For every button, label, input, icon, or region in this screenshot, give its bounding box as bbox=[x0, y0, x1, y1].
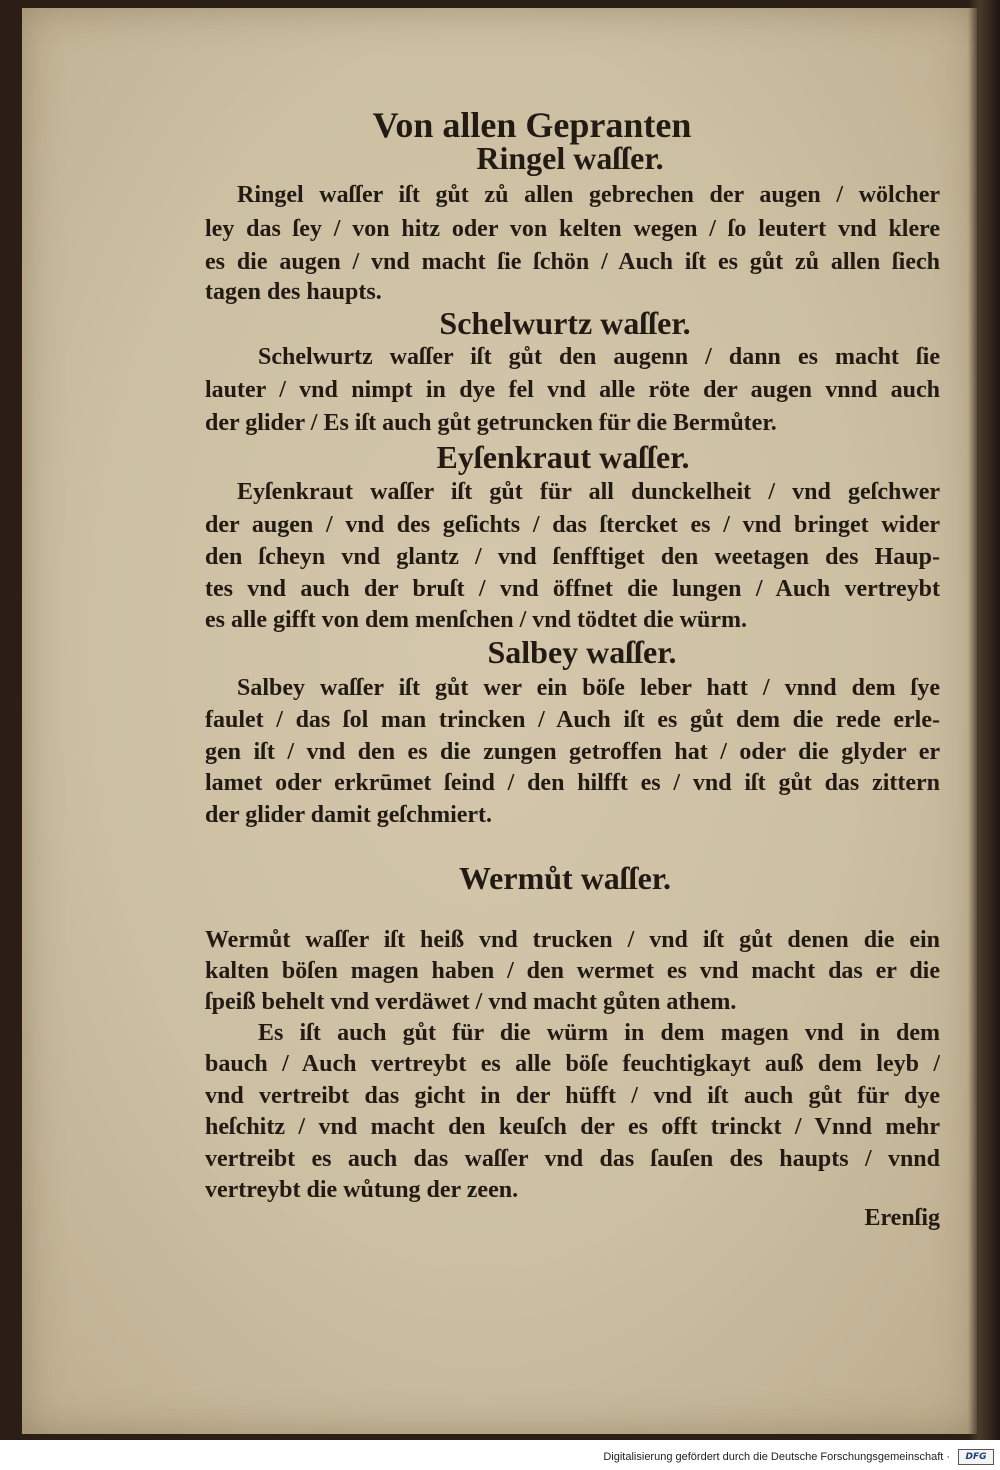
text-line: lauter / vnd nimpt in dye fel vnd alle röte der augen vnnd auch bbox=[205, 377, 940, 403]
section-heading-ringel: Ringel waſſer. bbox=[476, 140, 664, 176]
text-line: vertreibt es auch das waſſer vnd das ſauſen des haupts / vnnd bbox=[205, 1146, 940, 1172]
footer-credit bbox=[603, 1450, 950, 1464]
text-line: lamet oder erkrūmet ſeind / den hilfft es / vnd iſt gůt das zittern bbox=[205, 770, 940, 796]
catchword: Erenſig bbox=[864, 1205, 940, 1231]
text-line: Wermůt waſſer iſt heiß vnd trucken / vnd iſt gůt denen die ein bbox=[205, 927, 940, 953]
footer-separator: · bbox=[946, 1451, 950, 1463]
text-line: tagen des haupts. bbox=[205, 279, 382, 305]
book-binding-edge bbox=[968, 0, 1000, 1440]
text-line: der glider damit geſchmiert. bbox=[205, 802, 493, 828]
text-line: Schelwurtz waſſer iſt gůt den augenn / dann es macht ſie bbox=[258, 344, 940, 370]
text-line: Eyſenkraut waſſer iſt gůt für all dunckelheit / vnd geſchwer bbox=[237, 479, 940, 505]
footer-credit-text: Digitalisierung gefördert durch die Deutsche Forschungsgemeinschaft bbox=[603, 1451, 944, 1463]
section-heading-eysenkraut: Eyſenkraut waſſer. bbox=[436, 439, 690, 475]
text-line: der glider / Es iſt auch gůt getruncken für die Bermůter. bbox=[205, 410, 777, 436]
text-line: Es iſt auch gůt für die würm in dem magen vnd in dem bbox=[258, 1020, 940, 1046]
text-line: gen iſt / vnd den es die zungen getroffen hat / oder die glyder er bbox=[205, 739, 940, 765]
text-line: Salbey waſſer iſt gůt wer ein böſe leber hatt / vnnd dem ſye bbox=[237, 675, 940, 701]
running-title: Von allen Gepranten bbox=[372, 105, 692, 145]
text-line: bauch / Auch vertreybt es alle böſe feuchtigkayt auß dem leyb / bbox=[205, 1051, 940, 1077]
text-line: tes vnd auch der bruſt / vnd öffnet die lungen / Auch vertreybt bbox=[205, 576, 940, 602]
section-heading-salbey: Salbey waſſer. bbox=[487, 634, 677, 670]
section-heading-schelwurtz: Schelwurtz waſſer. bbox=[439, 305, 691, 341]
text-line: ſpeiß behelt vnd verdäwet / vnd macht gůten athem. bbox=[205, 989, 737, 1015]
text-line: faulet / das ſol man trincken / Auch iſt es gůt dem die rede erle- bbox=[205, 707, 940, 733]
text-line: es die augen / vnd macht ſie ſchön / Auch iſt es gůt zů allen ſiech bbox=[205, 249, 940, 275]
section-heading-wermut: Wermůt waſſer. bbox=[458, 860, 672, 896]
text-line: vnd vertreibt das gicht in der hüfft / vnd iſt auch gůt für dye bbox=[205, 1083, 940, 1109]
text-line: vertreybt die wůtung der zeen. bbox=[205, 1177, 519, 1203]
text-line: kalten böſen magen haben / den wermet es vnd macht das er die bbox=[205, 958, 940, 984]
text-line: den ſcheyn vnd glantz / vnd ſenfftiget den weetagen des Haup- bbox=[205, 544, 940, 570]
text-line: heſchitz / vnd macht den keuſch der es offt trinckt / Vnnd mehr bbox=[205, 1114, 940, 1140]
text-line: es alle gifft von dem menſchen / vnd tödtet die würm. bbox=[205, 607, 747, 633]
text-line: Ringel waſſer iſt gůt zů allen gebrechen der augen / wölcher bbox=[237, 182, 940, 208]
text-line: ley das ſey / von hitz oder von kelten wegen / ſo leutert vnd klere bbox=[205, 216, 940, 242]
dfg-logo-icon: DFG bbox=[958, 1449, 994, 1465]
footer bbox=[0, 1444, 1000, 1470]
text-line: der augen / vnd des geſichts / das ſtercket es / vnd bringet wider bbox=[205, 512, 940, 538]
